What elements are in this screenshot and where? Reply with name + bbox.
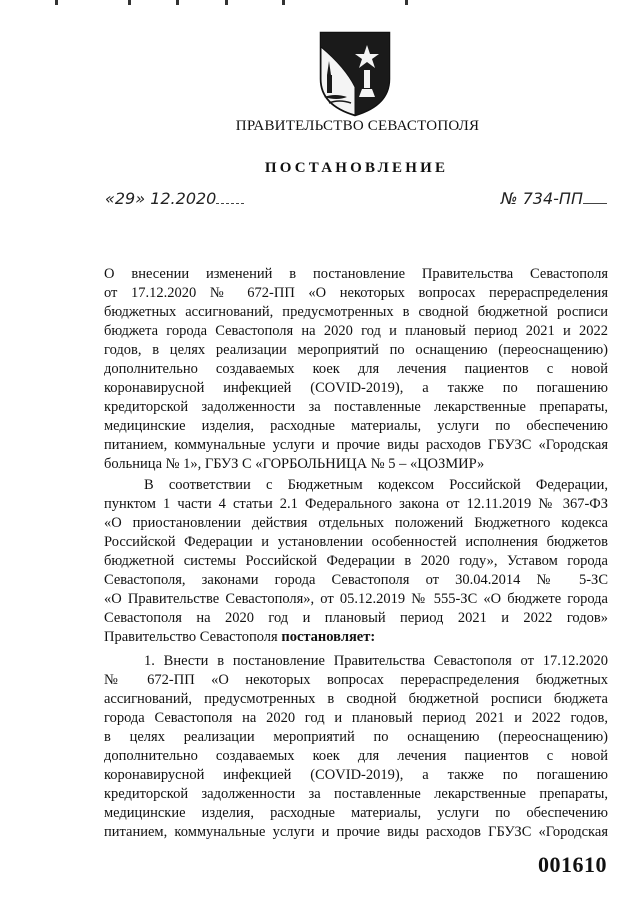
item-1-line: питанием, коммунальные услуги и прочие виды расходов ГБУЗС «Городская [104, 824, 608, 840]
item-1-line: в целях реализации мероприятий по оснащению (переоснащению) [104, 729, 608, 745]
document-type-heading: ПОСТАНОВЛЕНИЕ [264, 160, 449, 176]
decree-word: постановляет: [281, 629, 376, 645]
preamble-line-last [104, 628, 608, 647]
scan-mark [282, 0, 285, 5]
preamble-line: «О Правительстве Севастополя», от 05.12.2019 № 555-ЗС «О бюджете города [104, 591, 608, 607]
preamble-line: пунктом 1 части 4 статьи 2.1 Федерального закона от 12.11.2019 № 367-ФЗ [104, 496, 608, 512]
title-line: кредиторской задолженности за поставленные лекарственные препараты, [104, 399, 608, 415]
title-line: от 17.12.2020 № 672-ПП «О некоторых вопросах перераспределения [104, 285, 608, 301]
item-1-line: коронавирусной инфекцией (COVID-2019), а также по погашению [104, 767, 608, 783]
item-1-line: медицинские изделия, расходные материалы, услуги по обеспечению [104, 805, 608, 821]
preamble-line: Севастополя, законами города Севастополя от 30.04.2014 № 5-ЗС [104, 572, 608, 588]
preamble-line: Севастополя на 2020 год и плановый период 2021 и 2022 годов» [104, 610, 608, 626]
title-line: бюджета города Севастополя на 2020 год и плановый период 2021 и 2022 [104, 323, 608, 339]
document-date: «29» 12.2020 [105, 189, 244, 208]
title-line: питанием, коммунальные услуги и прочие виды расходов ГБУЗС «Городская [104, 437, 608, 453]
item-1-line: города Севастополя на 2020 год и плановый период 2021 и 2022 годов, [104, 710, 608, 726]
scan-mark [128, 0, 131, 5]
scan-mark [55, 0, 58, 5]
title-line: больница № 1», ГБУЗ С «ГОРБОЛЬНИЦА № 5 – «ЦОЗМИР» [104, 456, 485, 472]
item-1-line: № 672-ПП «О некоторых вопросах перераспределения бюджетных [104, 672, 608, 688]
preamble-line: бюджетной системы Российской Федерации в 2020 году», Уставом города [104, 553, 608, 569]
item-1-line: 1. Внести в постановление Правительства Севастополя от 17.12.2020 [144, 653, 608, 669]
title-line: годов, в целях реализации мероприятий по оснащению (переоснащению) [104, 342, 608, 358]
title-line: коронавирусной инфекцией (COVID-2019), а также по погашению [104, 380, 608, 396]
title-line: медицинские изделия, расходные материалы, услуги по обеспечению [104, 418, 608, 434]
preamble-line: «О приостановлении действия отдельных положений Бюджетного кодекса [104, 515, 608, 531]
title-line: бюджетных ассигнований, предусмотренных в сводной бюджетной росписи [104, 304, 608, 320]
title-line: дополнительно создаваемых коек для лечения пациентов с новой [104, 361, 608, 377]
item-1-line: ассигнований, предусмотренных в сводной бюджетной росписи бюджета [104, 691, 608, 707]
serial-number: 001610 [538, 852, 607, 877]
government-title: ПРАВИТЕЛЬСТВО СЕВАСТОПОЛЯ [235, 118, 480, 134]
item-1-line: кредиторской задолженности за поставленные лекарственные препараты, [104, 786, 608, 802]
scan-mark [405, 0, 408, 5]
title-line: О внесении изменений в постановление Правительства Севастополя [104, 266, 608, 282]
item-1-line: дополнительно создаваемых коек для лечения пациентов с новой [104, 748, 608, 764]
preamble-line: Российской Федерации и установлении особенностей исполнения бюджетов [104, 534, 608, 550]
scan-mark [176, 0, 179, 5]
preamble-line-text: Правительство Севастополя [104, 629, 278, 645]
preamble-line: В соответствии с Бюджетным кодексом Российской Федерации, [144, 477, 608, 493]
sevastopol-coat-of-arms-icon [315, 27, 395, 117]
document-number: № 734-ПП [501, 189, 607, 208]
scan-mark [225, 0, 228, 5]
